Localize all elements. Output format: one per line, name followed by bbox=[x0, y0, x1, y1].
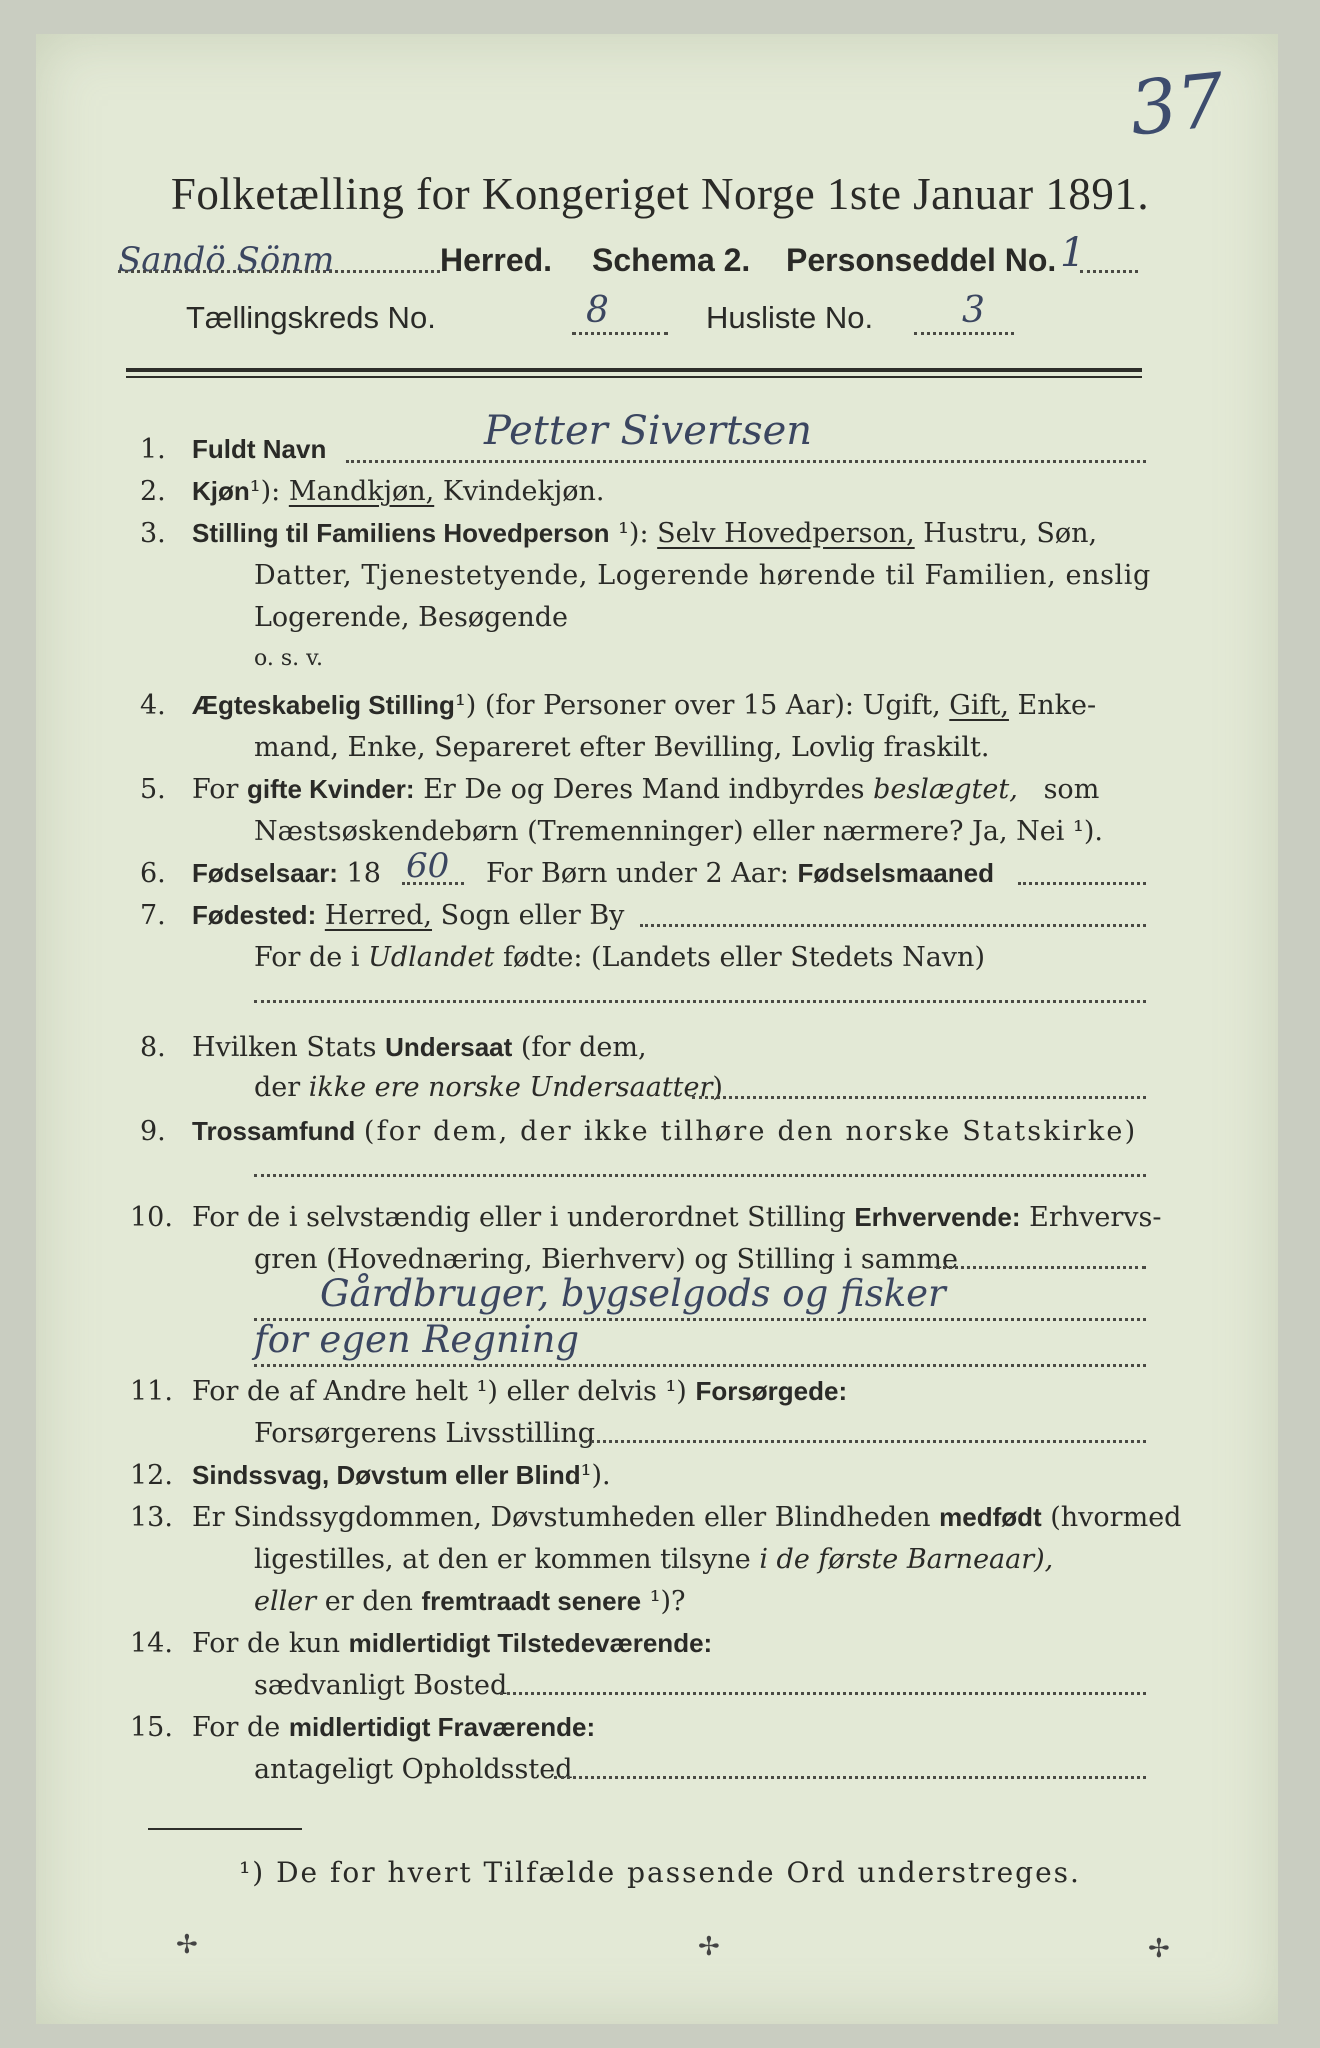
page-number: 37 bbox=[1125, 57, 1229, 153]
q8-line1 bbox=[192, 1034, 647, 1061]
q3-label: Stilling til Familiens Hovedperson bbox=[192, 518, 610, 548]
form-title: Folketælling for Kongeriget Norge 1ste Januar 1891. bbox=[170, 169, 1150, 219]
q5-label: gifte Kvinder: bbox=[247, 774, 415, 804]
q13-line3-end: ¹)? bbox=[649, 1586, 686, 1617]
q1-label: Fuldt Navn bbox=[192, 434, 327, 464]
q8-label: Undersaat bbox=[385, 1032, 513, 1062]
q10-line1 bbox=[192, 1204, 1162, 1231]
q10-line2: gren (Hovednæring, Bierhverv) og Stilling i samme bbox=[254, 1244, 959, 1275]
q5-line1 bbox=[192, 776, 1099, 803]
q8-line2-italic: ikke ere norske Undersaatter bbox=[308, 1072, 713, 1103]
q8-line2 bbox=[254, 1074, 723, 1101]
q3-number: 3. bbox=[140, 518, 166, 549]
q9-number: 9. bbox=[140, 1116, 166, 1147]
q3-line4: o. s. v. bbox=[254, 646, 323, 671]
q11-label: Forsørgede: bbox=[695, 1376, 848, 1406]
q15-dots bbox=[554, 1776, 1146, 1779]
q8-dots bbox=[692, 1096, 1146, 1099]
personseddel-dots bbox=[1080, 270, 1138, 273]
q7-selected-option: Herred, bbox=[324, 900, 433, 931]
kreds-label: Tællingskreds No. bbox=[186, 300, 436, 335]
q7-line2-post: fødte: (Landets eller Stedets Navn) bbox=[502, 942, 985, 973]
q4-label: Ægteskabelig Stilling bbox=[192, 690, 455, 720]
q13-number: 13. bbox=[130, 1502, 173, 1533]
q5-label-pre: For bbox=[192, 774, 239, 805]
q4-number: 4. bbox=[140, 690, 166, 721]
q6-month-dots bbox=[1018, 882, 1146, 885]
q4-line2: mand, Enke, Separeret efter Bevilling, Lovlig fraskilt. bbox=[254, 732, 990, 763]
husliste-dots bbox=[914, 332, 1014, 335]
q6-label2: Fødselsmaaned bbox=[797, 858, 994, 888]
q6-line bbox=[192, 860, 381, 887]
kreds-dots bbox=[572, 332, 668, 335]
q11-number: 11. bbox=[130, 1376, 173, 1407]
q13-text-pre: Er Sindssygdommen, Døvstumheden eller Blindheden bbox=[192, 1502, 931, 1533]
q12-number: 12. bbox=[130, 1460, 173, 1491]
q14-dots bbox=[500, 1692, 1146, 1695]
q2-selected-option: Mandkjøn, bbox=[288, 476, 435, 507]
q14-number: 14. bbox=[130, 1628, 173, 1659]
registration-mark-center: ✢ bbox=[698, 1932, 720, 1962]
q6-text: For Børn under 2 Aar: bbox=[486, 858, 789, 889]
q10-answer-dots2 bbox=[254, 1364, 1146, 1367]
q4-selected-option: Gift, bbox=[949, 690, 1009, 721]
q3-line2: Datter, Tjenestetyende, Logerende hørende til Familien, enslig bbox=[254, 560, 1151, 591]
q4-sup: ¹) bbox=[454, 690, 477, 721]
q3-selected-option: Selv Hovedperson, bbox=[657, 518, 915, 549]
q3-line1 bbox=[192, 520, 1097, 547]
q7-line2-italic: Udlandet bbox=[368, 942, 495, 973]
q4-text1: (for Personer over 15 Aar): Ugift, bbox=[484, 690, 941, 721]
q15-text-pre: For de bbox=[192, 1712, 281, 1743]
q8-text-post: (for dem, bbox=[520, 1032, 647, 1063]
q11-line1 bbox=[192, 1378, 847, 1405]
q13-label: medfødt bbox=[939, 1502, 1042, 1532]
q3-rest: Hustru, Søn, bbox=[923, 518, 1098, 549]
q2-option: Kvindekjøn. bbox=[442, 476, 605, 507]
q9-text: (for dem, der ikke tilhøre den norske Statskirke) bbox=[363, 1116, 1138, 1147]
q13-line3-mid: er den bbox=[324, 1586, 413, 1617]
husliste-value: 3 bbox=[962, 290, 985, 331]
q15-label: midlertidigt Fraværende: bbox=[288, 1712, 596, 1742]
registration-mark-left: ✢ bbox=[176, 1930, 198, 1960]
q2-label: Kjøn bbox=[192, 476, 250, 506]
q15-line2: antageligt Opholdssted bbox=[254, 1754, 573, 1785]
q1-dots bbox=[346, 460, 1146, 463]
footnote: ¹) De for hvert Tilfælde passende Ord understreges. bbox=[239, 1856, 1081, 1889]
registration-mark-right: ✢ bbox=[1148, 1934, 1170, 1964]
q10-answer-line1: Gårdbruger, bygselgods og fisker bbox=[320, 1272, 946, 1315]
header-rule-top bbox=[126, 368, 1142, 372]
q6-prefix: 18 bbox=[346, 858, 381, 889]
q9-label: Trossamfund bbox=[192, 1116, 356, 1146]
q14-line1 bbox=[192, 1630, 712, 1657]
q14-label: midlertidigt Tilstedeværende: bbox=[348, 1628, 713, 1658]
q13-line2-italic: i de første Barneaar), bbox=[759, 1544, 1054, 1575]
q11-dots bbox=[584, 1440, 1146, 1443]
q13-line3-italic: eller bbox=[254, 1586, 317, 1617]
q10-dots bbox=[936, 1266, 1146, 1269]
q8-text-pre: Hvilken Stats bbox=[192, 1032, 377, 1063]
q8-line2-pre: der bbox=[254, 1072, 301, 1103]
q9-answer-dots bbox=[254, 1174, 1146, 1177]
q1-number: 1. bbox=[140, 434, 166, 465]
q6-label: Fødselsaar: bbox=[192, 858, 338, 888]
q10-number: 10. bbox=[130, 1202, 173, 1233]
q13-line2 bbox=[254, 1546, 1053, 1573]
q12-sup: ¹). bbox=[580, 1460, 611, 1491]
q8-line2-post: ) bbox=[712, 1072, 723, 1103]
q6-answer: 60 bbox=[406, 846, 450, 886]
q7-text: Sogn eller By bbox=[440, 900, 625, 931]
q1-answer: Petter Sivertsen bbox=[484, 408, 813, 454]
q7-dots bbox=[640, 924, 1146, 927]
q7-line2 bbox=[254, 944, 985, 971]
q14-line2: sædvanligt Bosted bbox=[254, 1670, 508, 1701]
q4-text2: Enke- bbox=[1017, 690, 1097, 721]
q4-line1 bbox=[192, 692, 1096, 719]
q3-line3: Logerende, Besøgende bbox=[254, 602, 568, 633]
q3-sup: ¹): bbox=[618, 518, 649, 549]
herred-line bbox=[118, 240, 334, 280]
footnote-rule bbox=[148, 1828, 302, 1830]
q7-label: Fødested: bbox=[192, 900, 317, 930]
q11-line2: Forsørgerens Livsstilling bbox=[254, 1418, 596, 1449]
q10-text-pre: For de i selvstændig eller i underordnet Stilling bbox=[192, 1202, 846, 1233]
herred-dots bbox=[118, 270, 440, 273]
q7-line1 bbox=[192, 902, 624, 929]
q6-number: 6. bbox=[140, 858, 166, 889]
q5-number: 5. bbox=[140, 774, 166, 805]
q13-line1 bbox=[192, 1504, 1181, 1531]
q13-line3-bold: fremtraadt senere bbox=[421, 1586, 642, 1616]
schema-label: Schema 2. bbox=[592, 242, 751, 278]
q10-label: Erhvervende: bbox=[854, 1202, 1021, 1232]
q2-sup: ¹): bbox=[249, 476, 281, 507]
q7-line2-pre: For de i bbox=[254, 942, 360, 973]
husliste-label: Husliste No. bbox=[706, 300, 874, 335]
q13-text-post: (hvormed bbox=[1050, 1502, 1182, 1533]
header-rule-bottom bbox=[126, 376, 1142, 378]
q10-answer-line2: for egen Regning bbox=[254, 1318, 580, 1361]
q10-text-post: Erhvervs- bbox=[1029, 1202, 1162, 1233]
q7-answer-dots bbox=[254, 1000, 1146, 1003]
q9-line1 bbox=[192, 1118, 1137, 1145]
q15-line1 bbox=[192, 1714, 595, 1741]
q11-text-pre: For de af Andre helt ¹) eller delvis ¹) bbox=[192, 1376, 687, 1407]
q5-text1: Er De og Deres Mand indbyrdes bbox=[423, 774, 865, 805]
kreds-value: 8 bbox=[586, 290, 609, 331]
q12-line bbox=[192, 1462, 611, 1489]
personseddel-value: 1 bbox=[1060, 230, 1086, 276]
q5-text2: som bbox=[1043, 774, 1100, 805]
q14-text-pre: For de kun bbox=[192, 1628, 340, 1659]
q12-label: Sindssvag, Døvstum eller Blind bbox=[192, 1460, 581, 1490]
q5-line2: Næstsøskendebørn (Tremenninger) eller nærmere? Ja, Nei ¹). bbox=[254, 816, 1103, 847]
q7-number: 7. bbox=[140, 900, 166, 931]
q13-line2-pre: ligestilles, at den er kommen tilsyne bbox=[254, 1544, 751, 1575]
q15-number: 15. bbox=[130, 1712, 173, 1743]
herred-label: Herred. bbox=[440, 242, 553, 278]
q13-line3 bbox=[254, 1588, 686, 1615]
q2-line bbox=[192, 478, 604, 505]
herred-value: Sandö Sönm bbox=[118, 240, 335, 280]
q2-number: 2. bbox=[140, 476, 166, 507]
q5-italic: beslægtet, bbox=[873, 774, 1018, 805]
q6-dots bbox=[402, 882, 464, 885]
q8-number: 8. bbox=[140, 1032, 166, 1063]
personseddel-label: Personseddel No. bbox=[786, 242, 1057, 278]
q6-line-b bbox=[486, 860, 994, 887]
